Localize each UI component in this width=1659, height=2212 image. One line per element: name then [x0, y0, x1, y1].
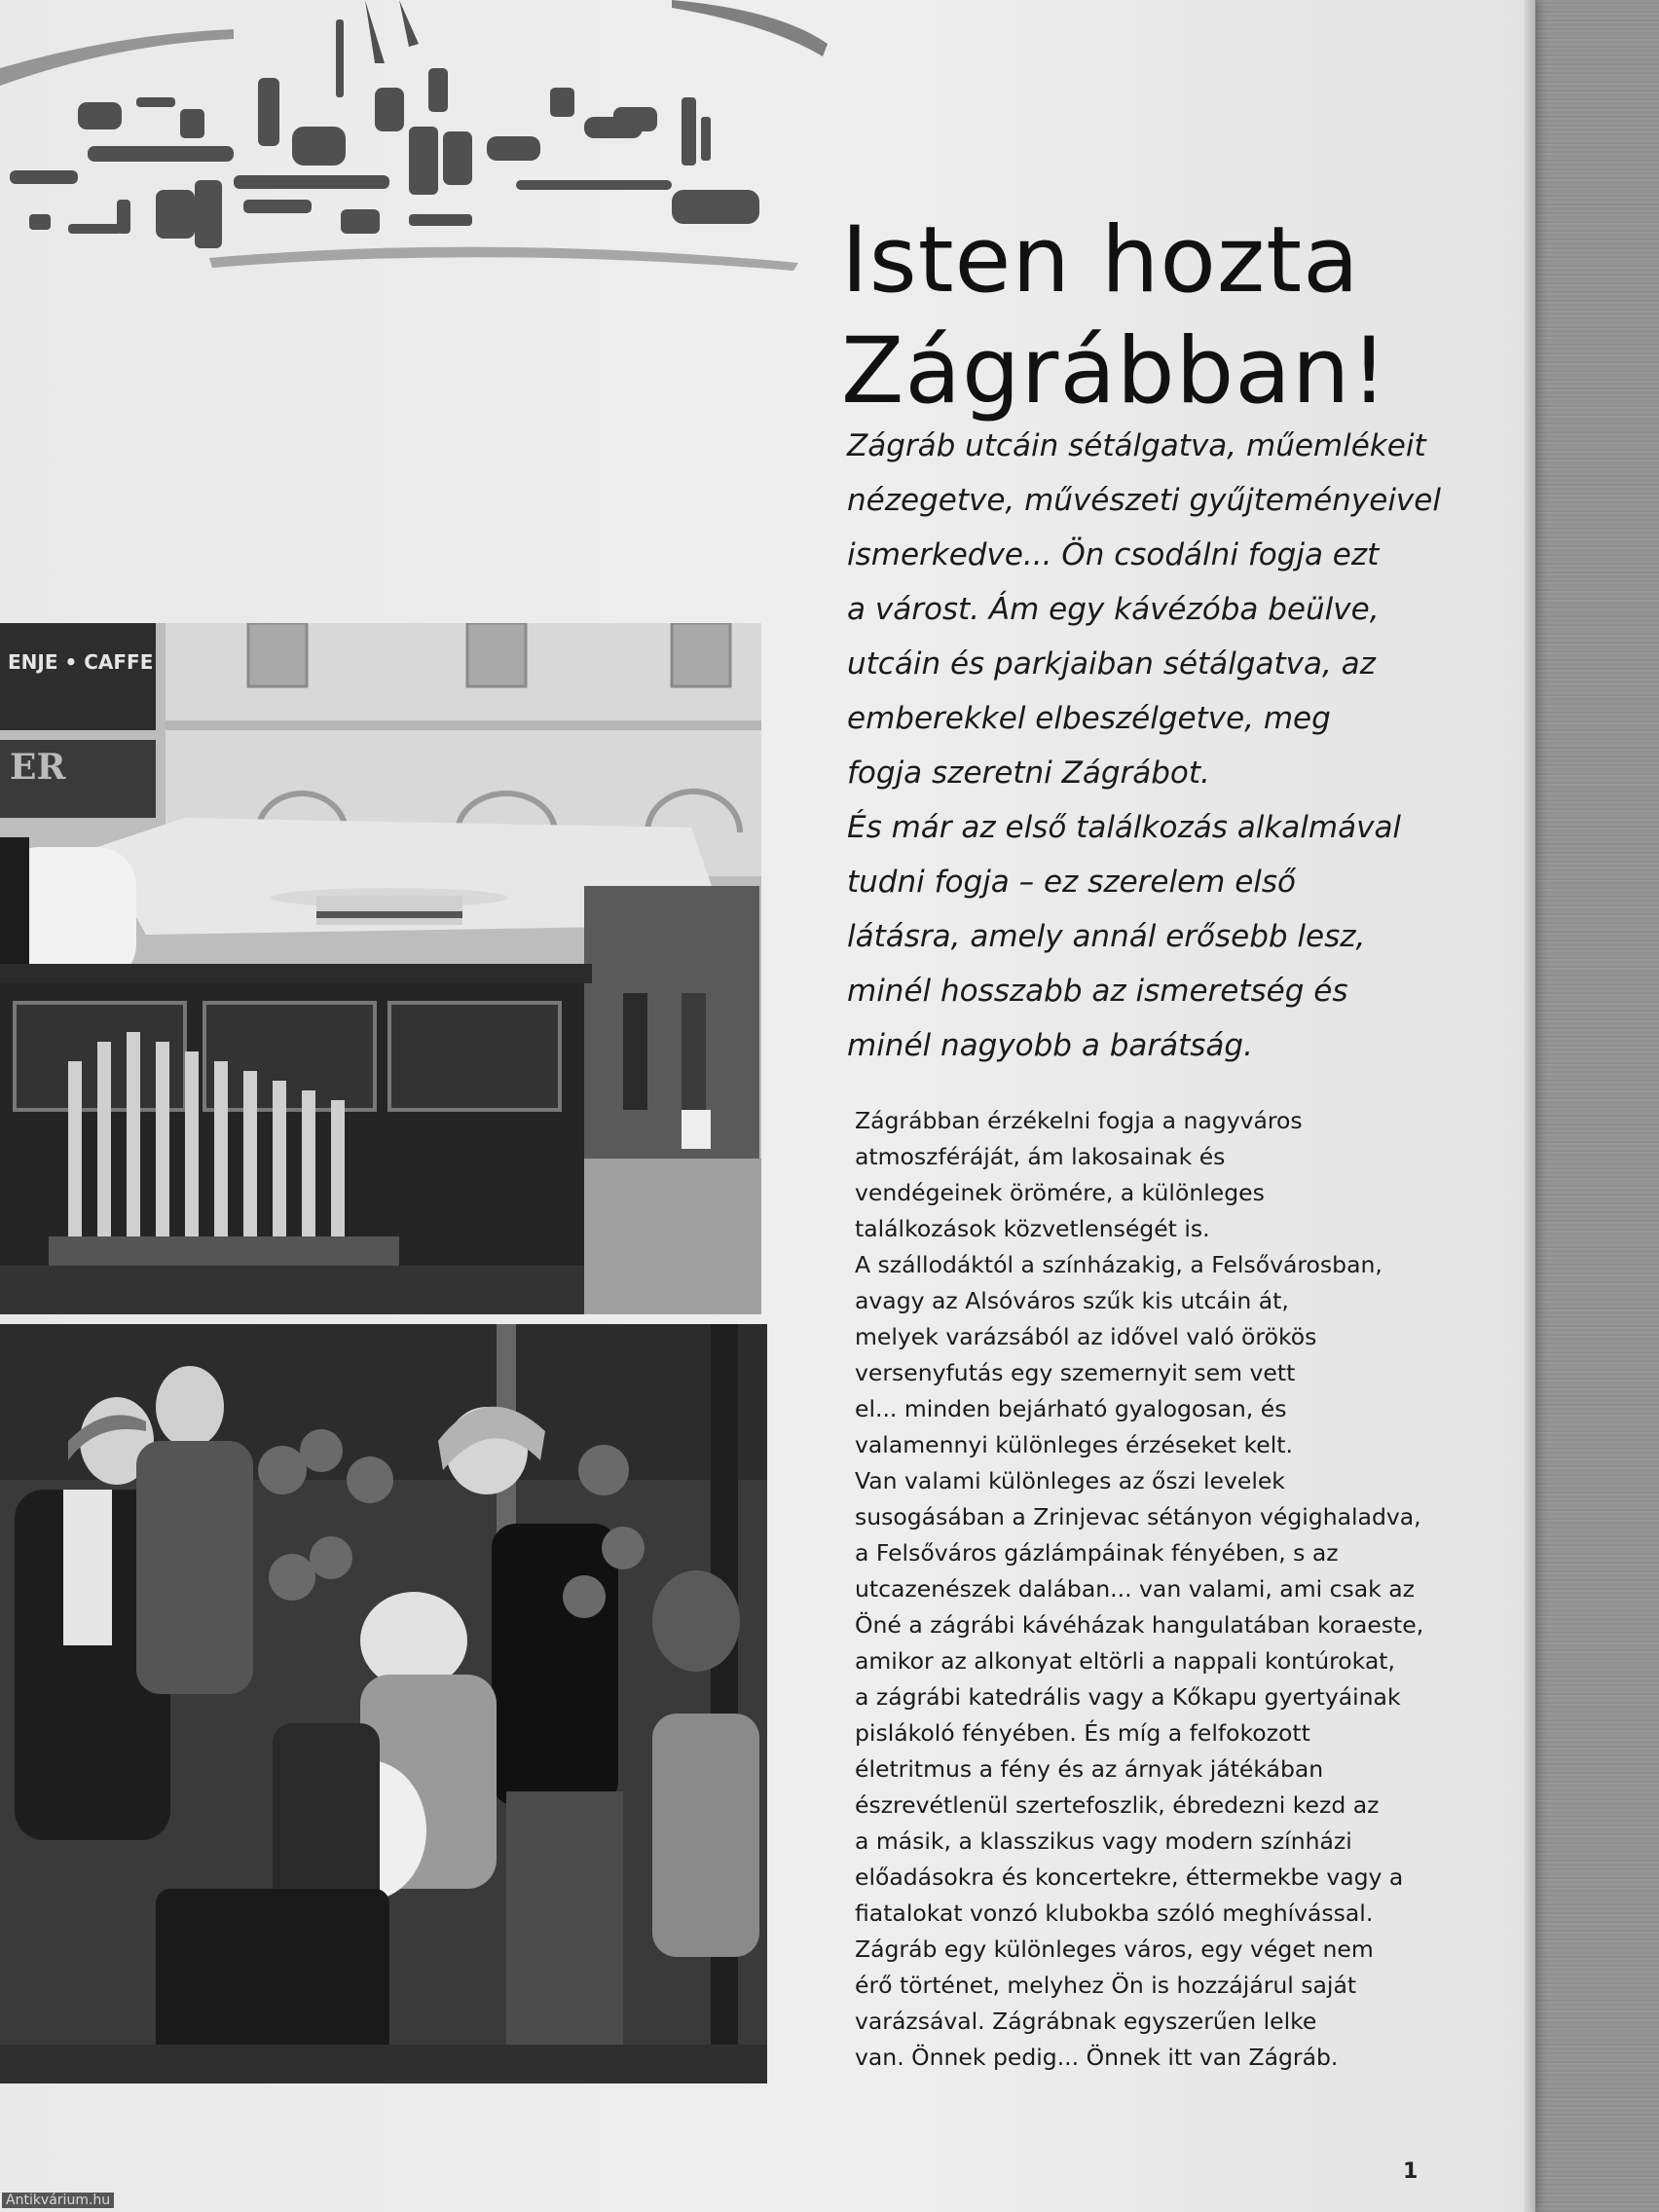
headline-line-1: Isten hozta — [841, 206, 1360, 313]
body-line: Zágráb egy különleges város, egy véget nem — [855, 1936, 1374, 1963]
street-organ-illustration — [0, 623, 761, 1314]
body-line: Van valami különleges az őszi levelek — [855, 1467, 1285, 1494]
watermark-label: Antikvárium.hu — [2, 2193, 114, 2208]
street-organ-photo — [0, 623, 761, 1314]
page-headline — [841, 205, 1464, 427]
body-line: Öné a zágrábi kávéházak hangulatában koraeste, — [855, 1611, 1424, 1639]
headline-line-2: Zágrábban! — [841, 317, 1389, 424]
intro-line: látásra, amely annál erősebb lesz, — [847, 919, 1366, 954]
body-line: varázsával. Zágrábnak egyszerűen lelke — [855, 2008, 1317, 2035]
body-line: atmoszféráját, ám lakosainak és — [855, 1143, 1226, 1170]
intro-line: ismerkedve... Ön csodálni fogja ezt — [847, 537, 1380, 572]
body-line: a Felsőváros gázlámpáinak fényében, s az — [855, 1539, 1339, 1567]
intro-line: utcáin és parkjaiban sétálgatva, az — [847, 646, 1376, 682]
body-line: Zágrábban érzékelni fogja a nagyváros — [855, 1107, 1303, 1134]
body-line: fiatalokat vonzó klubokba szóló meghívással. — [855, 1899, 1374, 1927]
intro-line: minél nagyobb a barátság. — [847, 1028, 1253, 1063]
body-line: A szállodáktól a színházakig, a Felsővárosban, — [855, 1251, 1382, 1278]
body-line: amikor az alkonyat eltörli a nappali kontúrokat, — [855, 1647, 1395, 1675]
body-paragraph — [855, 1103, 1458, 2076]
intro-line: minél hosszabb az ismeretség és — [847, 974, 1348, 1009]
book-spine-background — [1533, 0, 1659, 2212]
cafe-crowd-illustration — [0, 1324, 767, 2083]
intro-line: a várost. Ám egy kávézóba beülve, — [847, 592, 1380, 627]
body-line: előadásokra és koncertekre, éttermekbe vagy a — [855, 1863, 1404, 1891]
cafe-crowd-photo — [0, 1324, 767, 2083]
intro-line: Zágráb utcáin sétálgatva, műemlékeit — [847, 428, 1426, 463]
body-line: életritmus a fény és az árnyak játékában — [855, 1755, 1324, 1783]
body-line: valamennyi különleges érzéseket kelt. — [855, 1431, 1293, 1458]
body-line: versenyfutás egy szemernyit sem vett — [855, 1359, 1296, 1386]
body-line: utcazenészek dalában... van valami, ami csak az — [855, 1575, 1415, 1603]
body-line: pislákoló fényében. És míg a felfokozott — [855, 1719, 1310, 1747]
body-line: találkozások közvetlenségét is. — [855, 1215, 1210, 1242]
cafe-sign-text: ENJE • CAFFE — [8, 650, 154, 674]
body-line: avagy az Alsóváros szűk kis utcáin át, — [855, 1287, 1289, 1314]
body-line: susogásában a Zrinjevac sétányon végighaladva, — [855, 1503, 1421, 1530]
body-line: észrevétlenül szertefoszlik, ébredezni kezd az — [855, 1791, 1380, 1819]
intro-line: fogja szeretni Zágrábot. — [847, 756, 1210, 791]
intro-line: emberekkel elbeszélgetve, meg — [847, 701, 1331, 736]
intro-line: nézegetve, művészeti gyűjteményeivel — [847, 483, 1441, 518]
body-line: a zágrábi katedrális vagy a Kőkapu gyertyáinak — [855, 1683, 1401, 1711]
shop-sign-fragment: ER — [10, 747, 66, 788]
page-number: 1 — [1403, 2159, 1419, 2184]
body-line: a másik, a klasszikus vagy modern színházi — [855, 1827, 1352, 1855]
body-line: vendégeinek örömére, a különleges — [855, 1179, 1265, 1206]
body-line: érő történet, melyhez Ön is hozzájárul saját — [855, 1972, 1357, 1999]
intro-line: És már az első találkozás alkalmával — [847, 810, 1402, 845]
intro-paragraph — [847, 419, 1441, 1073]
watercolor-skyline-sketch — [0, 0, 837, 282]
body-line: el... minden bejárható gyalogosan, és — [855, 1395, 1287, 1422]
intro-line: tudni fogja – ez szerelem első — [847, 865, 1297, 900]
body-line: melyek varázsából az idővel való örökös — [855, 1323, 1317, 1350]
body-line: van. Önnek pedig... Önnek itt van Zágráb. — [855, 2044, 1339, 2071]
page-edge-shadow — [1524, 0, 1535, 2212]
